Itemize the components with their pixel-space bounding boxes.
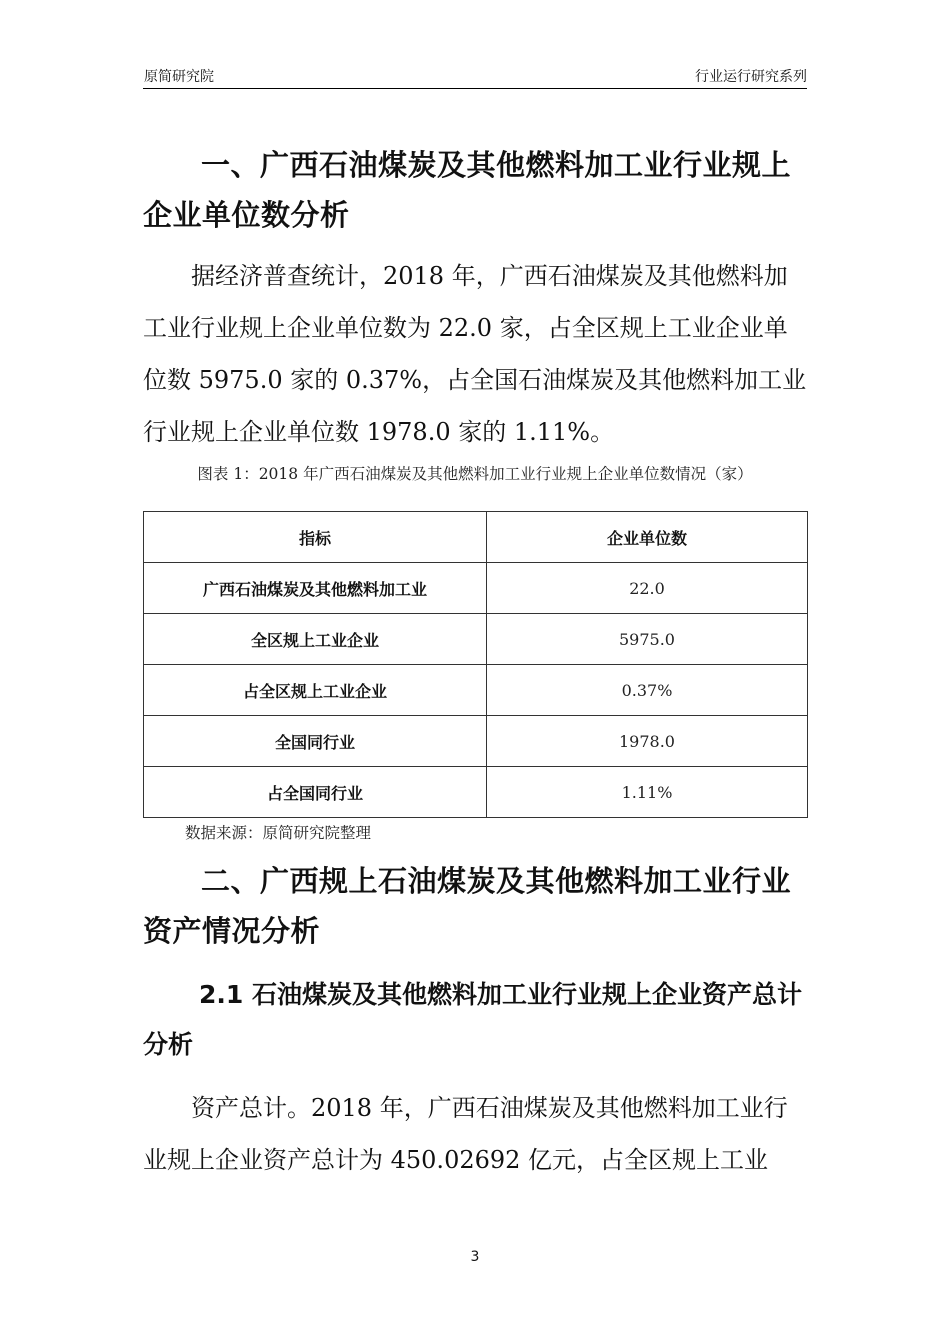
table-header-indicator: 指标 (144, 512, 487, 563)
table-header-count: 企业单位数 (487, 512, 808, 563)
header-divider (143, 88, 807, 89)
table-header-row (144, 512, 808, 563)
table-row (144, 767, 808, 818)
table-cell-label: 占全国同行业 (144, 767, 487, 818)
table-row (144, 563, 808, 614)
table1-caption: 图表 1：2018 年广西石油煤炭及其他燃料加工业行业规上企业单位数情况（家） (197, 465, 753, 483)
table-row (144, 716, 808, 767)
table-cell-value: 1.11% (487, 767, 808, 818)
table-cell-value: 5975.0 (487, 614, 808, 665)
header-organization: 原简研究院 (144, 69, 214, 85)
table1-source: 数据来源：原简研究院整理 (185, 824, 372, 842)
table-row (144, 665, 808, 716)
table-cell-label: 全国同行业 (144, 716, 487, 767)
table-row (144, 614, 808, 665)
table-cell-label: 全区规上工业企业 (144, 614, 487, 665)
section2-paragraph: 资产总计。2018 年，广西石油煤炭及其他燃料加工业行业规上企业资产总计为 450.02692 亿元，占全区规上工业 (143, 1094, 788, 1174)
section1-paragraph: 据经济普查统计，2018 年，广西石油煤炭及其他燃料加工业行业规上企业单位数为 22.0 家，占全区规上工业企业单位数 5975.0 家的 0.37%，占全国石油煤炭及其他燃料加工业行业规上企业单位数 1978.0 家的 1.11%。 (143, 262, 807, 446)
header-series-title: 行业运行研究系列 (695, 69, 807, 85)
section2-subheading: 2.1 石油煤炭及其他燃料加工业行业规上企业资产总计分析 (143, 980, 802, 1059)
table-cell-label: 广西石油煤炭及其他燃料加工业 (144, 563, 487, 614)
table-cell-value: 22.0 (487, 563, 808, 614)
table-cell-value: 0.37% (487, 665, 808, 716)
table1 (143, 511, 808, 818)
section2-heading: 二、广西规上石油煤炭及其他燃料加工业行业资产情况分析 (143, 864, 792, 948)
table-cell-value: 1978.0 (487, 716, 808, 767)
page-number: 3 (470, 1249, 480, 1265)
section1-heading: 一、广西石油煤炭及其他燃料加工业行业规上企业单位数分析 (143, 148, 792, 232)
table-cell-label: 占全区规上工业企业 (144, 665, 487, 716)
